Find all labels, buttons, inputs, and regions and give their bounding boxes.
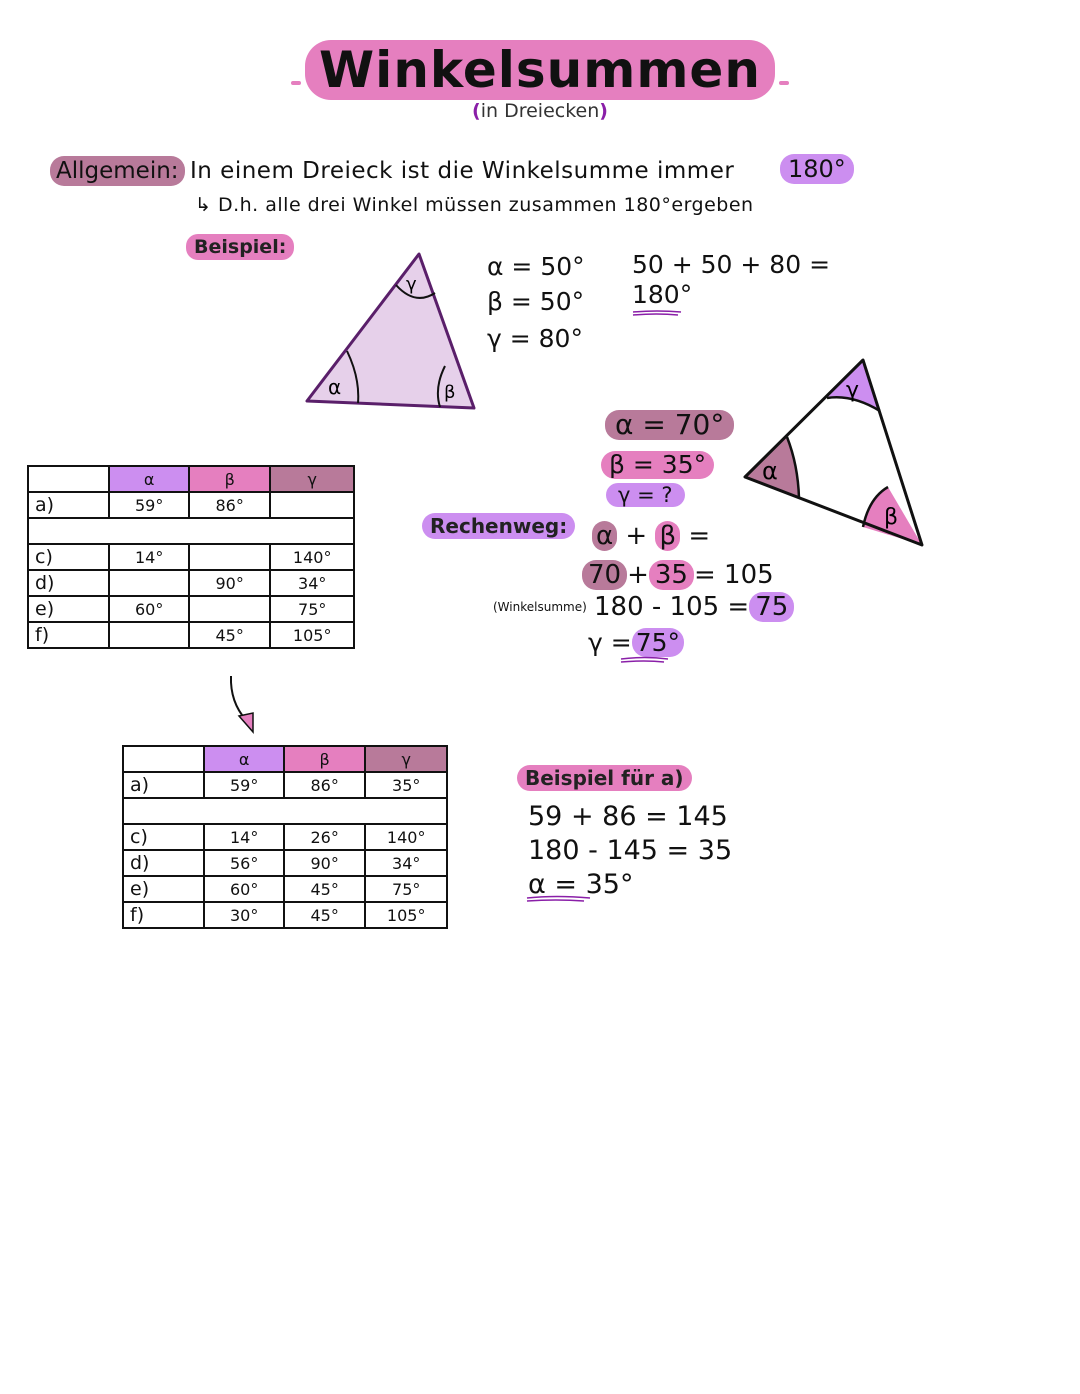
general-note: ↳ D.h. alle drei Winkel müssen zusammen 180°ergeben xyxy=(195,194,754,216)
subtitle-text: in Dreiecken xyxy=(480,100,600,122)
table-row xyxy=(28,518,354,544)
table-header-row xyxy=(123,746,447,772)
calc-res-value: 75° xyxy=(632,628,684,657)
table-row-label: f) xyxy=(28,622,109,648)
triangle-example2 xyxy=(740,355,930,553)
triangle1-beta-label: β xyxy=(444,382,456,403)
general-value: 180° xyxy=(780,154,854,184)
table-cell: 59° xyxy=(204,772,283,798)
table-before xyxy=(27,465,355,649)
table-empty-row-cell xyxy=(123,798,447,824)
table-row xyxy=(123,850,447,876)
calc-sum-plus: + xyxy=(627,560,649,590)
table-row xyxy=(28,596,354,622)
table-row-label: c) xyxy=(28,544,109,570)
calc-sub xyxy=(594,591,794,623)
sum-line: 50 + 50 + 80 = xyxy=(632,250,831,279)
calc-res-underline xyxy=(620,656,670,664)
table-cell: 140° xyxy=(365,824,447,850)
table-row xyxy=(28,622,354,648)
table-row xyxy=(28,544,354,570)
triangle1-gamma-label: γ xyxy=(406,274,417,295)
arrow-down-icon xyxy=(222,672,262,738)
table-cell: 56° xyxy=(204,850,283,876)
angle-gamma-1: γ = 80° xyxy=(487,324,583,353)
table-header-cell: γ xyxy=(270,466,354,492)
table-cell: 30° xyxy=(204,902,283,928)
table-cell: 26° xyxy=(284,824,365,850)
table-cell xyxy=(189,596,270,622)
table-header-cell: α xyxy=(204,746,283,772)
table-header-cell: α xyxy=(109,466,189,492)
table-cell: 45° xyxy=(284,876,365,902)
calc-sum-70: 70 xyxy=(582,560,627,590)
table-cell: 105° xyxy=(270,622,354,648)
angle-alpha-1: α = 50° xyxy=(487,252,585,281)
triangle2-beta-label: β xyxy=(884,505,899,530)
table-cell: 34° xyxy=(365,850,447,876)
example1-label: Beispiel: xyxy=(186,234,294,260)
general-label: Allgemein: xyxy=(50,156,185,186)
table-header-cell: β xyxy=(284,746,365,772)
table-header-row xyxy=(28,466,354,492)
calc-res xyxy=(588,628,684,658)
table-row xyxy=(28,492,354,518)
table-cell: 105° xyxy=(365,902,447,928)
example3-label: Beispiel für a) xyxy=(517,765,692,791)
table-header-cell xyxy=(28,466,109,492)
subtitle: (in Dreiecken) xyxy=(472,100,608,122)
table-cell xyxy=(270,492,354,518)
table-cell: 60° xyxy=(204,876,283,902)
table-header-cell: β xyxy=(189,466,270,492)
table-cell: 45° xyxy=(284,902,365,928)
calc-res-label: γ = xyxy=(588,628,632,657)
title-dash-left xyxy=(291,81,301,85)
example3-line1: 59 + 86 = 145 xyxy=(528,801,728,832)
triangle-example1 xyxy=(300,248,485,416)
triangle1-alpha-label: α xyxy=(328,375,342,399)
calc-sum-result: = 105 xyxy=(693,560,774,590)
table-cell: 90° xyxy=(284,850,365,876)
table-cell: 86° xyxy=(189,492,270,518)
table-cell xyxy=(109,570,189,596)
table-row-label: c) xyxy=(123,824,204,850)
table-cell: 90° xyxy=(189,570,270,596)
table-cell: 140° xyxy=(270,544,354,570)
example3-underline xyxy=(526,895,592,903)
table-row-label: a) xyxy=(28,492,109,518)
calc-sub-expr: 180 - 105 = xyxy=(594,592,750,622)
table-row-label: e) xyxy=(28,596,109,622)
sum-result: 180° xyxy=(632,280,693,309)
table-row-label: e) xyxy=(123,876,204,902)
table-header-cell: γ xyxy=(365,746,447,772)
calc-sum-35: 35 xyxy=(649,560,694,590)
table-row xyxy=(123,772,447,798)
rechenweg-label: Rechenweg: xyxy=(422,513,575,539)
table-empty-row-cell xyxy=(28,518,354,544)
table-header-cell xyxy=(123,746,204,772)
table-row xyxy=(123,902,447,928)
triangle2-alpha-label: α xyxy=(762,457,778,485)
title-block xyxy=(0,40,1080,100)
triangle2-gamma-label: γ xyxy=(846,378,860,403)
calc-sum xyxy=(582,559,774,591)
example3-line2: 180 - 145 = 35 xyxy=(528,835,733,866)
calc-ab-alpha: α xyxy=(592,521,617,551)
general-text: In einem Dreieck ist die Winkelsumme immer xyxy=(190,158,735,184)
angle-alpha-2: α = 70° xyxy=(605,410,734,440)
calc-ab-eq: = xyxy=(688,521,711,551)
calc-ab xyxy=(592,520,710,552)
table-cell: 86° xyxy=(284,772,365,798)
table-cell: 34° xyxy=(270,570,354,596)
angle-beta-1: β = 50° xyxy=(487,287,585,316)
calc-note: (Winkelsumme) xyxy=(493,600,587,614)
angle-gamma-2: γ = ? xyxy=(606,483,685,507)
table-cell: 75° xyxy=(365,876,447,902)
page-title: Winkelsummen xyxy=(305,40,775,100)
calc-ab-beta: β xyxy=(655,521,680,551)
table-row xyxy=(28,570,354,596)
table-row-label: d) xyxy=(28,570,109,596)
table-cell xyxy=(109,622,189,648)
table-row-label: a) xyxy=(123,772,204,798)
table-row xyxy=(123,798,447,824)
table-cell: 14° xyxy=(109,544,189,570)
table-cell: 45° xyxy=(189,622,270,648)
table-cell: 35° xyxy=(365,772,447,798)
calc-ab-plus: + xyxy=(625,521,648,551)
sum-underline xyxy=(632,310,682,316)
table-row xyxy=(123,876,447,902)
table-cell xyxy=(189,544,270,570)
angle-beta-2: β = 35° xyxy=(601,451,714,479)
table-cell: 14° xyxy=(204,824,283,850)
table-cell: 60° xyxy=(109,596,189,622)
table-after xyxy=(122,745,448,929)
table-cell: 59° xyxy=(109,492,189,518)
table-cell: 75° xyxy=(270,596,354,622)
title-dash-right xyxy=(779,81,789,85)
table-row xyxy=(123,824,447,850)
table-row-label: d) xyxy=(123,850,204,876)
table-row-label: f) xyxy=(123,902,204,928)
example3-line3: α = 35° xyxy=(528,869,634,900)
calc-sub-result: 75 xyxy=(749,592,794,622)
